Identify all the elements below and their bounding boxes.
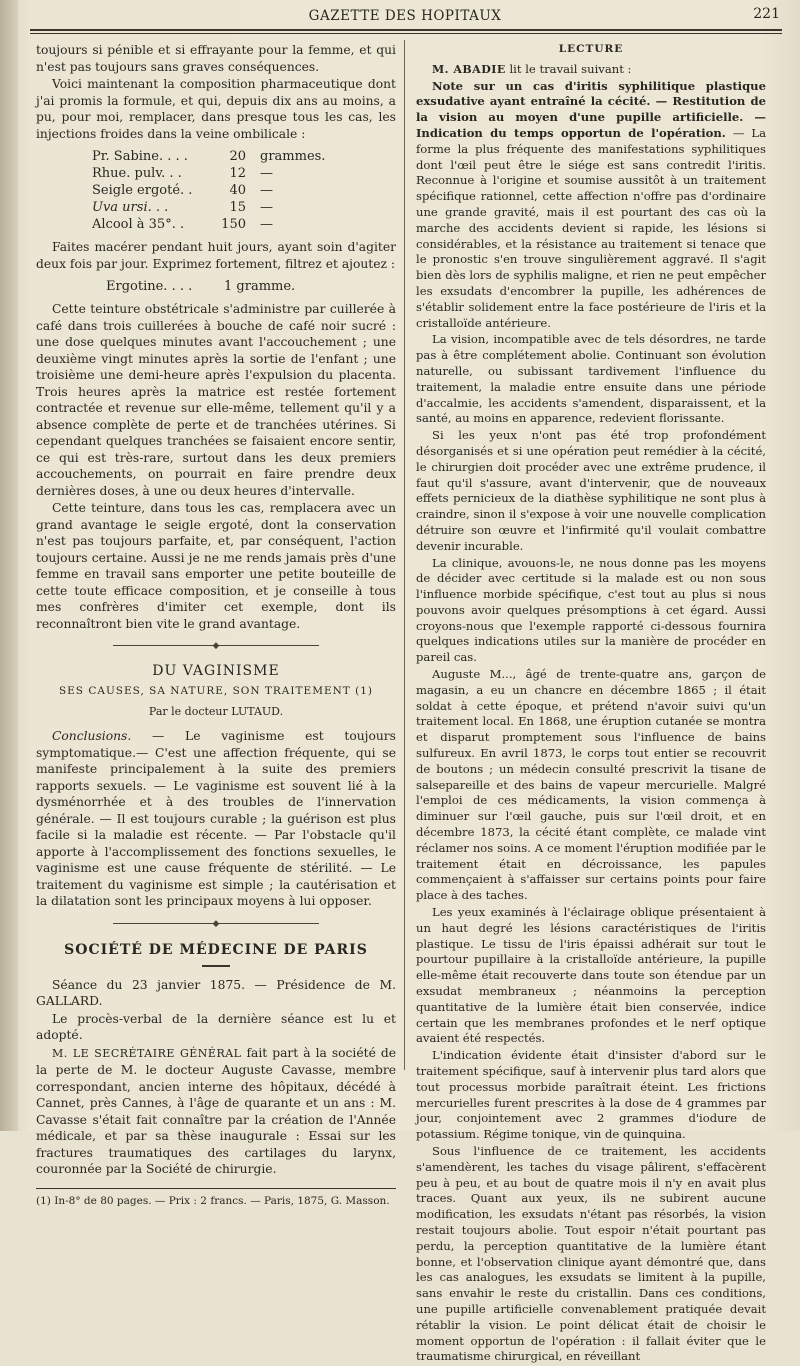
paragraph: Si les yeux n'ont pas été trop profondément désorganisés et si une opération peut remédier à la cécité, le chirurgien doit procéder avec une extrême prudence, il faut qu'il s'assure, avant d'intervenir, que de nouveaux effets pernicieux de la diathèse syphilitique ne sont plus à craindre, sinon il s'expose à voir une nouvelle complication détruire son œuvre et l'infirmité qu'il voulait combattre devenir incurable. [416,428,766,553]
recipe-quantity: 1 gramme. [224,279,296,294]
recipe-row [92,165,396,182]
speaker-name: M. ABADIE [432,62,506,76]
article-subtitle: SES CAUSES, SA NATURE, SON TRAITEMENT (1) [58,685,374,697]
paragraph-lead: Conclusions. [52,729,132,743]
running-header [30,6,780,28]
recipe-row [92,216,396,233]
article-title: DU VAGINISME [152,662,280,679]
paragraph: Auguste M..., âgé de trente-quatre ans, garçon de magasin, a eu un chancre en décembre 1865 ; il était soldat à cette époque, et prétend n'avoir suivi qu'un traitement local. En 1868, une éruption cutanée se montra et disparut promptement sous l'influence de bains sulfureux. En avril 1873, le corps tout entier se recouvrit de boutons ; un médecin consulté prescrivit la tisane de salsepareille et des bains de vapeur mercurielle. Malgré l'emploi de ces médicaments, la vision commença à diminuer sur l'œil gauche, puis sur l'œil droit, et en décembre 1873, la cécité étant complète, ce malade vint réclamer nos soins. A ce moment l'éruption modifiée par le traitement était en décroissance, les papules commençaient à s'affaisser sur certains points pour faire place à des taches. [416,667,766,903]
recipe-ingredient: Ergotine. . . . [106,279,193,294]
recipe-row [92,182,396,199]
paragraph: Le procès-verbal de la dernière séance est lu et adopté. [36,1011,396,1042]
recipe-unit: — [260,183,273,198]
recipe-quantity: 40 [229,183,246,198]
paragraph: Cette teinture, dans tous les cas, remplacera avec un grand avantage le seigle ergoté, dont la conservation n'est pas toujours parfaite, et, par conséquent, l'action toujours certaine. Aussi je ne me rends jamais près d'une femme en travail sans emporter une petite bouteille de cette toute efficace composition, et je conseille à tous mes confrères d'imiter cet exemple, dont ils reconnaîtront bien vite le grand avantage. [36,501,396,631]
recipe-quantity: 20 [229,149,246,164]
paragraph: Faites macérer pendant huit jours, ayant soin d'agiter deux fois par jour. Exprimez fortement, filtrez et ajoutez : [36,240,396,271]
paragraph: La vision, incompatible avec de tels désordres, ne tarde pas à être complétement abolie. Continuant son évolution naturelle, ou subissant tardivement l'influence du traitement, la maladie entre ensuite dans une période d'accalmie, les accidents s'amendent, disparaissent, et la santé, au moins en apparence, redevient florissante. [416,332,766,426]
journal-title: GAZETTE DES HOPITAUX [308,8,502,24]
paragraph-body: — Le vaginisme est toujours symptomatique.— C'est une affection fréquente, qui se manifeste principalement à la suite des premiers rapports sexuels. — Le vaginisme est souvent lié à la dysménorrhée et à des troubles de l'innervation générale. — Il est toujours curable ; la guérison est plus facile si la maladie est récente. — Par l'obstacle qu'il apporte à l'accomplissement des fonctions sexuelles, le vaginisme est une cause fréquente de stérilité. — Le traitement du vaginisme est simple ; la cautérisation et la dilatation sont les principaux moyens à lui opposer. [36,729,396,908]
paragraph-body: — La forme la plus fréquente des manifestations syphilitiques dont l'œil peut être le siége est sans contredit l'iritis. Reconnue à l'origine et soumise aussitôt à un traitement spécifique rationnel, cette affection n'offre pas d'ordinaire une grande gravité, mais il est pourtant des cas où la marche des accidents devient si rapide, les lésions si considérables, et la résistance au traitement si tenace que le pronostic s'en trouve singulièrement aggravé. Il s'agit bien dès lors de syphilis maligne, et rien ne peut empêcher les exsudats d'encombrer la pupille, les adhérences de s'établir solidement entre la face postérieure de l'iris et la cristalloïde antérieure. [416,125,766,330]
recipe-ingredient: Pr. Sabine. . . . [92,149,188,164]
recipe-ingredient: Alcool à 35°. . [92,217,185,232]
recipe-row [106,278,396,295]
article-author: Par le docteur LUTAUD. [148,704,284,718]
section-ornament: ◆ [36,638,396,655]
paragraph: L'indication évidente était d'insister d'abord sur le traitement spécifique, sauf à intervenir plus tard alors que tout processus morbide paraîtrait éteint. Les frictions mercurielles furent prescrites à la dose de 4 grammes par jour, conjointement avec 2 grammes d'iodure de potassium. Régime tonique, vin de quinquina. [416,1048,766,1142]
paragraph: Voici maintenant la composition pharmaceutique dont j'ai promis la formule, et qui, depuis dix ans au moins, a pu, pour moi, remplacer, dans presque tous les cas, les injections froides dans la veine ombilicale : [36,77,396,141]
paragraph: Cette teinture obstétricale s'administre par cuillerée à café dans trois cuillerées à bouche de café noir sucré : une dose quelques minutes avant l'accouchement ; une deuxième vingt minutes après la sortie de l'enfant ; une troisième une demi-heure après l'expulsion du placenta. Trois heures après la matrice est restée fortement contractée et revenue sur elle-même, tellement qu'il y a absence complète de perte et de tranchées utérines. Si cependant quelques tranchées se faisaient encore sentir, ce qui est très-rare, surtout dans les deux premiers accouchements, on pourrait en faire prendre deux dernières doses, à une ou deux heures d'intervalle. [36,302,396,498]
paragraph: Les yeux examinés à l'éclairage oblique présentaient à un haut degré les lésions caractéristiques de l'iritis plastique. Le tissu de l'iris épaissi adhérait sur tout le pourtour pupillaire à la cristalloïde antérieure, la pupille elle-même était recouverte dans toute son étendue par un exsudat membraneux ; néanmoins la perception quantitative de la lumière était bien conservée, indice certain que les membranes profondes et le nerf optique avaient été respectés. [416,905,766,1046]
recipe-quantity: 150 [221,217,246,232]
recipe-ergotine [106,278,396,295]
society-title: SOCIÉTÉ DE MÉDECINE DE PARIS [64,942,368,958]
recipe-ingredient: Uva ursi. . . [92,200,169,215]
right-column [416,42,766,1366]
page-binding-edge [0,0,18,1131]
paragraph: toujours si pénible et si effrayante pour la femme, et qui n'est pas toujours sans graves conséquences. [36,43,396,74]
header-rule-thin [30,33,782,34]
short-rule [202,965,230,967]
recipe-quantity: 15 [229,200,246,215]
recipe-unit: grammes. [260,149,326,164]
paragraph: Séance du 23 janvier 1875. — Présidence de M. GALLARD. [36,977,396,1008]
paragraph [416,79,766,332]
paragraph-body: lit le travail suivant : [505,61,632,76]
footnote-rule [36,1188,396,1189]
page-number: 221 [753,6,780,22]
paragraph: La clinique, avouons-le, ne nous donne pas les moyens de décider avec certitude si la malade est ou non sous l'influence morbide spécifique, c'est tout au plus si nous pouvons avoir quelques présomptions à cet égard. Aussi croyons-nous que l'exemple rapporté ci-dessous fournira quelques indications utiles sur la manière de procéder en pareil cas. [416,555,766,665]
recipe-formula [92,148,396,233]
recipe-unit: — [260,217,273,232]
column-divider [404,40,405,1070]
recipe-row [92,199,396,216]
note-title: Note sur un cas d'iritis syphilitique plastique exsudative ayant entraîné la cécité. — Restitution de la vision au moyen d'une pupille artificielle. — Indication du temps opportun de l'opération. [416,78,766,140]
recipe-ingredient: Rhue. pulv. . . [92,166,182,181]
paragraph [416,62,766,78]
paragraph [36,1045,396,1178]
paragraph-body: fait part à la société de la perte de M. le docteur Auguste Cavasse, membre correspondant, ancien interne des hôpitaux, décédé à Cannet, près Cannes, à l'âge de quarante et un ans : M. Cavasse s'était fait connaître par la création de l'Année médicale, et par sa thèse inaugurale : Essai sur les fractures traumatiques des cartilages du larynx, couronnée par la Société de chirurgie. [36,1045,397,1176]
recipe-unit: — [260,200,273,215]
lecture-heading: LECTURE [558,43,624,55]
speaker-name: M. LE SECRÉTAIRE GÉNÉRAL [52,1046,242,1060]
recipe-ingredient: Seigle ergoté. . [92,183,193,198]
paragraph: Sous l'influence de ce traitement, les accidents s'amendèrent, les taches du visage pâlirent, s'effacèrent peu à peu, et au bout de quatre mois il n'y en avait plus traces. Quant aux yeux, ils ne subirent aucune modification, les exsudats n'étant pas résorbés, la vision restait toujours abolie. Tout espoir n'était pourtant pas perdu, la perception quantitative de la lumière étant bonne, et l'observation clinique ayant démontré que, dans les cas analogues, les exsudats se limitent à la pupille, sans envahir le reste du cristallin. Dans ces conditions, une pupille artificielle convenablement pratiquée devait rétablir la vision. Le point délicat était de choisir le moment opportun de l'opération : il fallait éviter que le traumatisme chirurgical, en réveillant [416,1143,766,1364]
footnote: (1) In-8° de 80 pages. — Prix : 2 francs. — Paris, 1875, G. Masson. [36,1194,390,1207]
section-ornament: ◆ [36,916,396,933]
paragraph [36,728,396,910]
header-rule [30,29,782,31]
recipe-row [92,148,396,165]
left-column [36,42,396,1210]
recipe-quantity: 12 [229,166,246,181]
recipe-unit: — [260,166,273,181]
